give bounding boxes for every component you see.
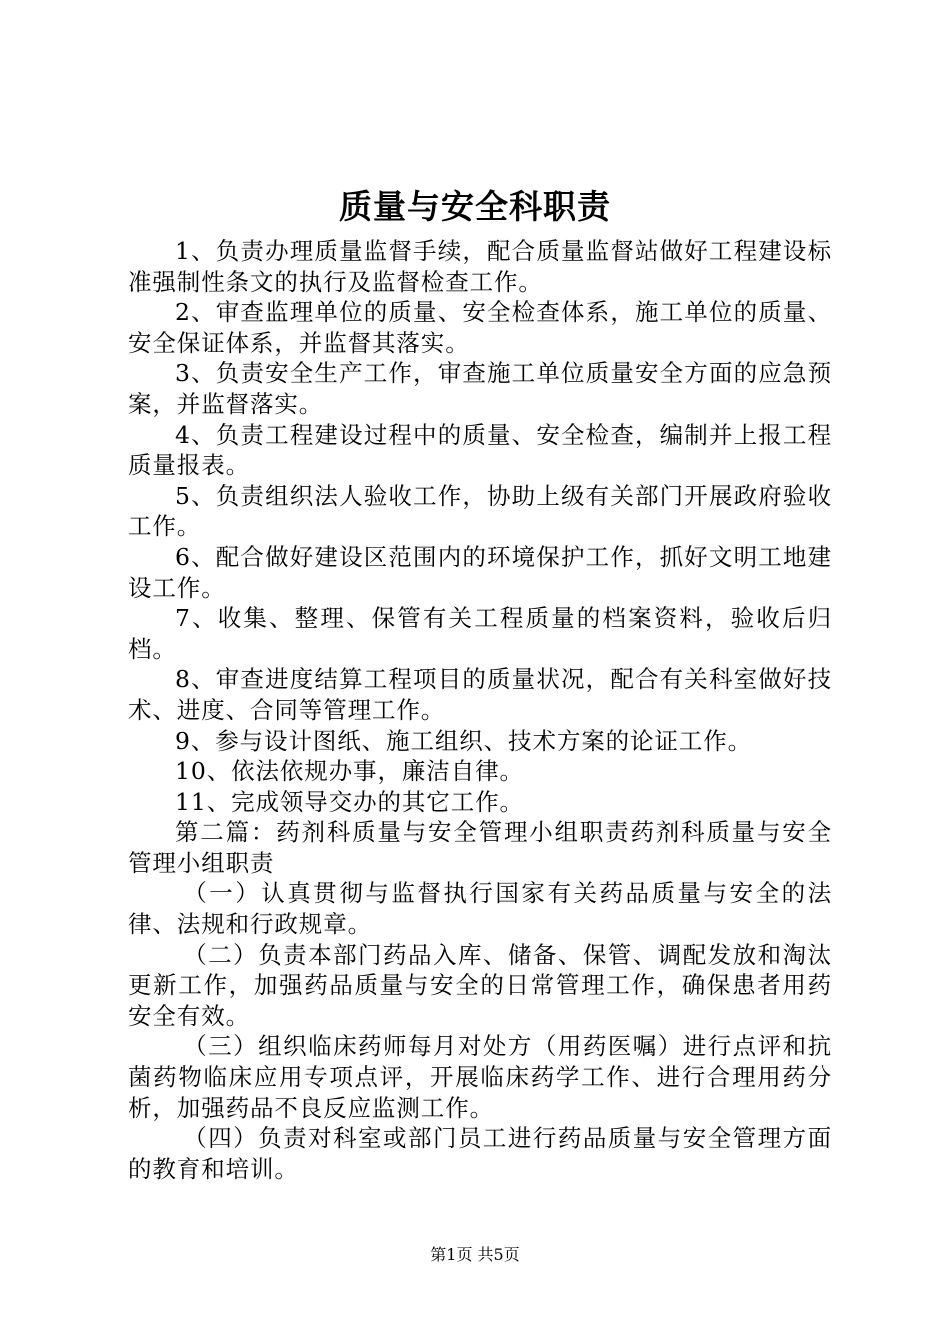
section-heading: 第二篇：药剂科质量与安全管理小组职责药剂科质量与安全管理小组职责 xyxy=(128,818,832,877)
paragraph: 9、参与设计图纸、施工组织、技术方案的论证工作。 xyxy=(175,726,753,755)
paragraph: 4、负责工程建设过程中的质量、安全检查，编制并上报工程质量报表。 xyxy=(128,420,832,480)
paragraph: 2、审查监理单位的质量、安全检查体系，施工单位的质量、安全保证体系，并监督其落实。 xyxy=(128,298,832,357)
paragraph: （三）组织临床药师每月对处方（用药医嘱）进行点评和抗菌药物临床应用专项点评，开展临床药学工作、进行合理用药分析，加强药品不良反应监测工作。 xyxy=(128,1032,832,1122)
paragraph: 5、负责组织法人验收工作，协助上级有关部门开展政府验收工作。 xyxy=(128,481,832,541)
paragraph: 1、负责办理质量监督手续，配合质量监督站做好工程建设标准强制性条文的执行及监督检查工作。 xyxy=(128,237,832,296)
paragraph: （二）负责本部门药品入库、储备、保管、调配发放和淘汰更新工作，加强药品质量与安全的日常管理工作，确保患者用药安全有效。 xyxy=(128,940,832,1030)
paragraph: 11、完成领导交办的其它工作。 xyxy=(175,787,524,816)
paragraph: 3、负责安全生产工作，审查施工单位质量安全方面的应急预案，并监督落实。 xyxy=(128,359,832,418)
paragraph: 10、依法依规办事，廉洁自律。 xyxy=(175,757,524,786)
paragraph: 6、配合做好建设区范围内的环境保护工作，抓好文明工地建设工作。 xyxy=(128,542,832,602)
paragraph: （一）认真贯彻与监督执行国家有关药品质量与安全的法律、法规和行政规章。 xyxy=(128,879,832,939)
page-footer: 第1页 共5页 xyxy=(430,1245,520,1264)
paragraph: （四）负责对科室或部门员工进行药品质量与安全管理方面的教育和培训。 xyxy=(128,1124,832,1183)
document-title: 质量与安全科职责 xyxy=(339,187,611,226)
paragraph: 7、收集、整理、保管有关工程质量的档案资料，验收后归档。 xyxy=(128,604,832,663)
document-body xyxy=(128,236,832,1184)
paragraph: 8、审查进度结算工程项目的质量状况，配合有关科室做好技术、进度、合同等管理工作。 xyxy=(128,665,832,724)
